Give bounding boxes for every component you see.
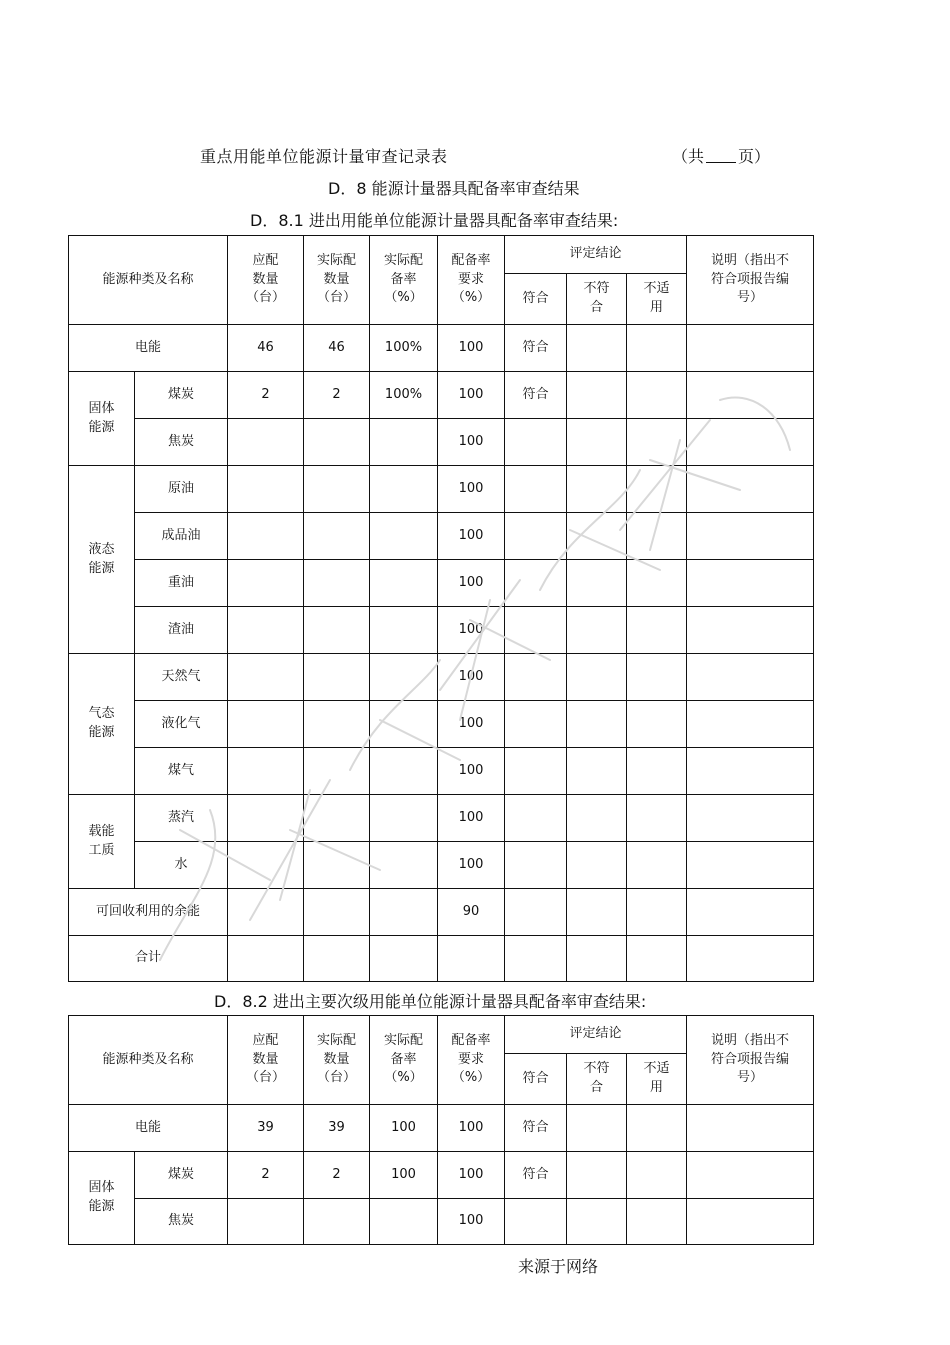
cell-remarks — [687, 560, 814, 607]
col-remarks-header — [687, 236, 814, 325]
cell-actual-rate: 100% — [370, 372, 438, 419]
group-energy-carrier — [69, 795, 135, 889]
cell-not-applicable — [627, 419, 687, 466]
row-name: 煤炭 — [135, 1152, 228, 1199]
page-count-blank — [706, 148, 736, 163]
header-line: 应配 — [252, 1032, 279, 1048]
cell-not-applicable — [627, 560, 687, 607]
header-line: 配备率 — [451, 1032, 491, 1048]
row-name: 电能 — [69, 325, 228, 372]
header-line: 实际配 — [317, 252, 357, 268]
header-line: 用 — [650, 300, 664, 315]
table-row — [69, 607, 814, 654]
header-line: 不适 — [643, 1061, 670, 1077]
row-name: 成品油 — [135, 513, 228, 560]
group-line: 气态 — [88, 706, 115, 722]
cell-actual-qty — [304, 936, 370, 982]
group-liquid-energy — [69, 466, 135, 654]
cell-required-rate: 100 — [438, 1152, 505, 1199]
cell-actual-rate: 100 — [370, 1105, 438, 1152]
cell-nonconform — [567, 560, 627, 607]
cell-required-qty: 2 — [228, 372, 304, 419]
header-line: （%） — [384, 1070, 423, 1086]
cell-required-rate: 100 — [438, 372, 505, 419]
cell-required-qty — [228, 748, 304, 795]
header-line: 数量 — [323, 271, 350, 287]
header-line: 号） — [737, 1070, 764, 1086]
table-row — [69, 889, 814, 936]
equipment-rate-table-2 — [68, 1015, 814, 1245]
cell-actual-rate — [370, 419, 438, 466]
cell-conform — [505, 1199, 567, 1245]
table-row — [69, 1105, 814, 1152]
cell-required-rate: 100 — [438, 795, 505, 842]
col-category-header: 能源种类及名称 — [69, 1016, 228, 1105]
table-row — [69, 372, 814, 419]
col-category-header: 能源种类及名称 — [69, 236, 228, 325]
cell-required-qty — [228, 701, 304, 748]
page-count-suffix: 页） — [738, 147, 771, 166]
table-row — [69, 654, 814, 701]
table-row — [69, 795, 814, 842]
cell-conform — [505, 795, 567, 842]
cell-conform — [505, 701, 567, 748]
cell-actual-rate — [370, 795, 438, 842]
cell-remarks — [687, 748, 814, 795]
cell-not-applicable — [627, 607, 687, 654]
cell-required-qty — [228, 560, 304, 607]
cell-remarks — [687, 1199, 814, 1245]
header-line: 符合项报告编 — [711, 1051, 790, 1067]
cell-nonconform — [567, 748, 627, 795]
cell-actual-rate: 100 — [370, 1152, 438, 1199]
cell-not-applicable — [627, 842, 687, 889]
cell-actual-qty — [304, 1199, 370, 1245]
cell-actual-qty — [304, 466, 370, 513]
cell-actual-rate — [370, 466, 438, 513]
row-name: 蒸汽 — [135, 795, 228, 842]
row-name: 焦炭 — [135, 419, 228, 466]
row-name: 渣油 — [135, 607, 228, 654]
header-line: 配备率 — [451, 252, 491, 268]
row-name: 液化气 — [135, 701, 228, 748]
cell-actual-rate — [370, 1199, 438, 1245]
col-conform-header: 符合 — [505, 274, 567, 325]
cell-actual-qty — [304, 842, 370, 889]
cell-not-applicable — [627, 1105, 687, 1152]
document-title: 重点用能单位能源计量审查记录表 — [200, 147, 448, 166]
cell-required-rate: 100 — [438, 654, 505, 701]
header-line: （%） — [384, 290, 423, 306]
header-line: 要求 — [458, 1051, 485, 1067]
cell-not-applicable — [627, 372, 687, 419]
header-line: 备率 — [390, 271, 417, 287]
cell-not-applicable — [627, 748, 687, 795]
table-row — [69, 513, 814, 560]
table-row — [69, 842, 814, 889]
cell-nonconform — [567, 936, 627, 982]
cell-remarks — [687, 372, 814, 419]
col-conform-header: 符合 — [505, 1054, 567, 1105]
header-line: 号） — [737, 290, 764, 306]
cell-actual-qty — [304, 889, 370, 936]
cell-required-qty: 2 — [228, 1152, 304, 1199]
col-remarks-header — [687, 1016, 814, 1105]
group-line: 固体 — [88, 400, 115, 416]
cell-required-qty — [228, 466, 304, 513]
cell-required-rate: 100 — [438, 1199, 505, 1245]
col-actual-rate-header — [370, 1016, 438, 1105]
cell-required-qty — [228, 607, 304, 654]
row-name: 焦炭 — [135, 1199, 228, 1245]
cell-actual-rate — [370, 936, 438, 982]
cell-nonconform — [567, 701, 627, 748]
cell-remarks — [687, 842, 814, 889]
cell-actual-rate — [370, 842, 438, 889]
cell-actual-rate — [370, 889, 438, 936]
cell-remarks — [687, 1152, 814, 1199]
cell-required-rate: 100 — [438, 748, 505, 795]
cell-nonconform — [567, 654, 627, 701]
cell-required-rate: 100 — [438, 419, 505, 466]
cell-actual-rate — [370, 607, 438, 654]
cell-remarks — [687, 795, 814, 842]
cell-not-applicable — [627, 1199, 687, 1245]
equipment-rate-table-1 — [68, 235, 814, 982]
header-line: （%） — [451, 290, 491, 306]
cell-required-rate: 100 — [438, 842, 505, 889]
cell-required-rate: 100 — [438, 325, 505, 372]
cell-actual-rate: 100% — [370, 325, 438, 372]
cell-not-applicable — [627, 795, 687, 842]
header-line: （台） — [317, 290, 357, 306]
col-actual-qty-header — [304, 1016, 370, 1105]
col-required-qty-header — [228, 236, 304, 325]
cell-required-qty — [228, 1199, 304, 1245]
cell-conform — [505, 654, 567, 701]
cell-required-rate — [438, 936, 505, 982]
cell-remarks — [687, 936, 814, 982]
row-name: 煤气 — [135, 748, 228, 795]
table-row — [69, 701, 814, 748]
cell-required-rate: 100 — [438, 513, 505, 560]
cell-required-qty — [228, 419, 304, 466]
cell-required-rate: 100 — [438, 560, 505, 607]
table-row — [69, 1152, 814, 1199]
header-line: 实际配 — [384, 1032, 424, 1048]
cell-actual-rate — [370, 748, 438, 795]
cell-actual-qty: 39 — [304, 1105, 370, 1152]
cell-remarks — [687, 607, 814, 654]
header-line: 合 — [590, 1080, 604, 1095]
cell-remarks — [687, 513, 814, 560]
header-line: 实际配 — [384, 252, 424, 268]
cell-nonconform — [567, 419, 627, 466]
col-nonconform-header — [567, 274, 627, 325]
row-name: 水 — [135, 842, 228, 889]
cell-remarks — [687, 1105, 814, 1152]
header-line: （台） — [246, 1070, 286, 1086]
page-count — [672, 144, 770, 167]
cell-not-applicable — [627, 466, 687, 513]
cell-conform — [505, 607, 567, 654]
cell-conform — [505, 936, 567, 982]
cell-conform: 符合 — [505, 325, 567, 372]
cell-not-applicable — [627, 325, 687, 372]
cell-required-rate: 100 — [438, 701, 505, 748]
header-line: 数量 — [323, 1051, 350, 1067]
group-gas-energy — [69, 654, 135, 795]
group-line: 能源 — [88, 725, 115, 740]
cell-conform: 符合 — [505, 1152, 567, 1199]
header-line: （%） — [451, 1070, 491, 1086]
header-line: （台） — [246, 290, 286, 306]
cell-required-qty — [228, 654, 304, 701]
col-actual-qty-header — [304, 236, 370, 325]
cell-remarks — [687, 701, 814, 748]
header-line: 说明（指出不 — [711, 1032, 790, 1048]
header-line: 合 — [590, 300, 604, 315]
cell-actual-qty — [304, 513, 370, 560]
header-line: 用 — [650, 1080, 664, 1095]
col-required-rate-header — [438, 236, 505, 325]
cell-nonconform — [567, 795, 627, 842]
cell-required-rate: 100 — [438, 1105, 505, 1152]
col-nonconform-header — [567, 1054, 627, 1105]
group-line: 固体 — [88, 1180, 115, 1196]
cell-actual-rate — [370, 701, 438, 748]
cell-actual-qty: 2 — [304, 372, 370, 419]
cell-nonconform — [567, 889, 627, 936]
col-required-rate-header — [438, 1016, 505, 1105]
table-row — [69, 1199, 814, 1245]
col-not-applicable-header — [627, 274, 687, 325]
col-required-qty-header — [228, 1016, 304, 1105]
cell-actual-qty — [304, 795, 370, 842]
group-line: 能源 — [88, 419, 115, 435]
cell-nonconform — [567, 1152, 627, 1199]
table-row — [69, 325, 814, 372]
table-row — [69, 936, 814, 982]
col-not-applicable-header — [627, 1054, 687, 1105]
section-d8-title: D．8 能源计量器具配备率审查结果 — [328, 179, 580, 198]
cell-conform — [505, 842, 567, 889]
group-line: 能源 — [88, 560, 115, 576]
group-line: 能源 — [88, 1199, 115, 1214]
cell-actual-qty — [304, 419, 370, 466]
footer-source: 来源于网络 — [518, 1257, 599, 1276]
cell-not-applicable — [627, 936, 687, 982]
cell-nonconform — [567, 1199, 627, 1245]
cell-required-qty: 39 — [228, 1105, 304, 1152]
group-line: 载能 — [88, 823, 115, 839]
row-name: 可回收利用的余能 — [69, 889, 228, 936]
header-line: 说明（指出不 — [711, 252, 790, 268]
table-row — [69, 466, 814, 513]
cell-actual-qty: 46 — [304, 325, 370, 372]
section-d81-title: D．8.1 进出用能单位能源计量器具配备率审查结果: — [250, 211, 619, 230]
header-line: 不符 — [583, 281, 610, 297]
cell-actual-qty — [304, 654, 370, 701]
cell-not-applicable — [627, 513, 687, 560]
cell-not-applicable — [627, 1152, 687, 1199]
table-row — [69, 560, 814, 607]
cell-remarks — [687, 466, 814, 513]
cell-actual-qty: 2 — [304, 1152, 370, 1199]
table-row — [69, 419, 814, 466]
cell-conform: 符合 — [505, 1105, 567, 1152]
header-line: 数量 — [252, 271, 279, 287]
cell-required-rate: 100 — [438, 607, 505, 654]
col-conclusion-header: 评定结论 — [505, 1016, 687, 1054]
cell-conform — [505, 748, 567, 795]
page-count-prefix: （共 — [672, 147, 705, 166]
cell-not-applicable — [627, 654, 687, 701]
row-name: 合计 — [69, 936, 228, 982]
cell-actual-qty — [304, 701, 370, 748]
cell-required-rate: 90 — [438, 889, 505, 936]
col-conclusion-header: 评定结论 — [505, 236, 687, 274]
cell-actual-rate — [370, 560, 438, 607]
cell-actual-qty — [304, 560, 370, 607]
cell-required-qty — [228, 889, 304, 936]
header-line: 备率 — [390, 1051, 417, 1067]
col-actual-rate-header — [370, 236, 438, 325]
cell-remarks — [687, 654, 814, 701]
cell-conform: 符合 — [505, 372, 567, 419]
cell-remarks — [687, 419, 814, 466]
cell-not-applicable — [627, 889, 687, 936]
cell-nonconform — [567, 513, 627, 560]
header-line: （台） — [317, 1070, 357, 1086]
header-line: 符合项报告编 — [711, 271, 790, 287]
header-line: 不符 — [583, 1061, 610, 1077]
cell-nonconform — [567, 466, 627, 513]
cell-remarks — [687, 889, 814, 936]
header-line: 数量 — [252, 1051, 279, 1067]
cell-not-applicable — [627, 701, 687, 748]
cell-conform — [505, 466, 567, 513]
group-solid-energy — [69, 372, 135, 466]
cell-conform — [505, 560, 567, 607]
row-name: 电能 — [69, 1105, 228, 1152]
cell-nonconform — [567, 372, 627, 419]
cell-required-qty — [228, 513, 304, 560]
cell-required-qty — [228, 936, 304, 982]
header-line: 实际配 — [317, 1032, 357, 1048]
cell-nonconform — [567, 842, 627, 889]
cell-required-qty — [228, 842, 304, 889]
cell-conform — [505, 513, 567, 560]
cell-conform — [505, 419, 567, 466]
cell-conform — [505, 889, 567, 936]
row-name: 天然气 — [135, 654, 228, 701]
cell-actual-qty — [304, 748, 370, 795]
cell-remarks — [687, 325, 814, 372]
cell-actual-rate — [370, 513, 438, 560]
header-line: 要求 — [458, 271, 485, 287]
cell-nonconform — [567, 325, 627, 372]
cell-required-qty — [228, 795, 304, 842]
row-name: 原油 — [135, 466, 228, 513]
table-row — [69, 748, 814, 795]
group-line: 工质 — [88, 842, 115, 858]
cell-actual-rate — [370, 654, 438, 701]
section-d82-title: D．8.2 进出主要次级用能单位能源计量器具配备率审查结果: — [214, 992, 647, 1011]
group-solid-energy — [69, 1152, 135, 1245]
cell-nonconform — [567, 1105, 627, 1152]
cell-required-rate: 100 — [438, 466, 505, 513]
row-name: 重油 — [135, 560, 228, 607]
cell-nonconform — [567, 607, 627, 654]
row-name: 煤炭 — [135, 372, 228, 419]
cell-actual-qty — [304, 607, 370, 654]
header-line: 不适 — [643, 281, 670, 297]
group-line: 液态 — [88, 541, 115, 557]
cell-required-qty: 46 — [228, 325, 304, 372]
header-line: 应配 — [252, 252, 279, 268]
